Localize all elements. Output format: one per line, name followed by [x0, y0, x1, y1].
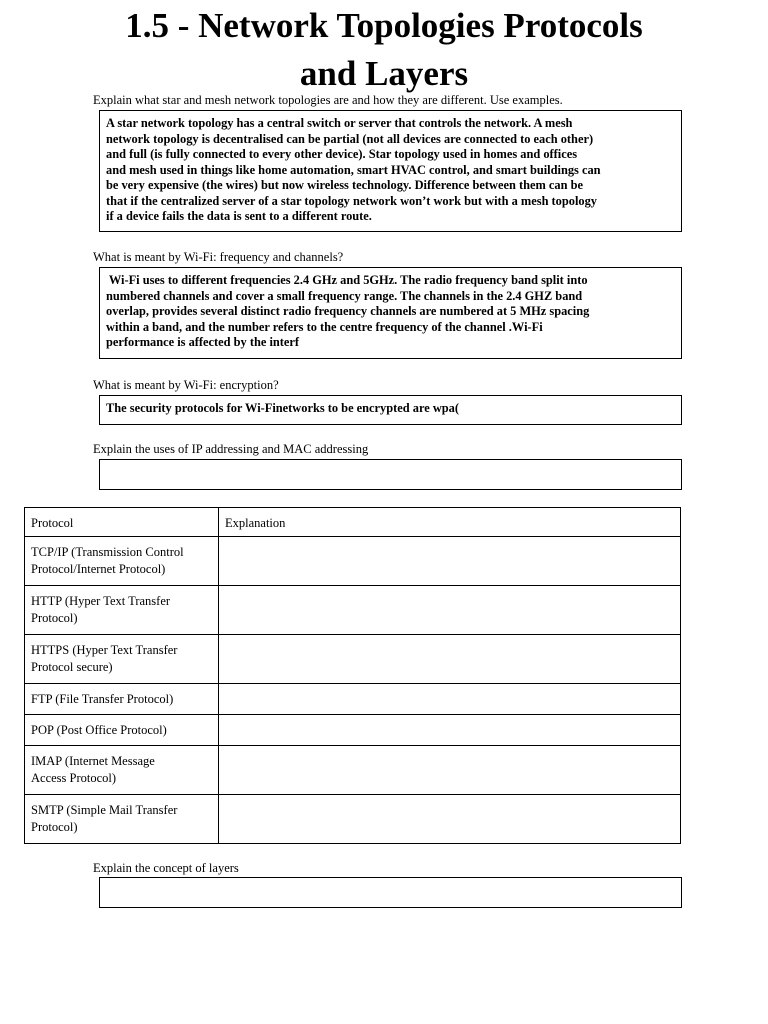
- answer-line: and mesh used in things like home automation, smart HVAC control, and smart buildings can: [106, 162, 601, 177]
- protocol-line: Protocol): [31, 820, 78, 834]
- answer-line: and full (is fully connected to every other device). Star topology used in homes and offices: [106, 147, 578, 161]
- protocol-cell: [25, 795, 219, 844]
- explanation-cell[interactable]: [219, 586, 681, 635]
- answer-line: numbered channels and cover a small frequency range. The channels in the 2.4 GHZ band: [106, 288, 583, 303]
- question-layers: Explain the concept of layers: [93, 861, 239, 875]
- table-row: [25, 746, 681, 795]
- protocol-line: Protocol/Internet Protocol): [31, 562, 166, 576]
- question-star-mesh: Explain what star and mesh network topologies are and how they are different. Use examples.: [93, 93, 563, 107]
- protocol-line: IMAP (Internet Message: [31, 754, 155, 768]
- protocol-line: TCP/IP (Transmission Control: [31, 545, 184, 559]
- protocol-cell: [25, 537, 219, 586]
- explanation-cell[interactable]: [219, 795, 681, 844]
- protocol-cell: [25, 684, 219, 715]
- protocol-cell: [25, 746, 219, 795]
- question-wifi-frequency: What is meant by Wi-Fi: frequency and channels?: [93, 250, 344, 264]
- explanation-cell[interactable]: [219, 635, 681, 684]
- answer-line: that if the centralized server of a star topology network won’t work but with a mesh topology: [106, 193, 597, 208]
- explanation-cell[interactable]: [219, 684, 681, 715]
- protocol-line: HTTPS (Hyper Text Transfer: [31, 643, 178, 657]
- explanation-cell[interactable]: [219, 746, 681, 795]
- table-row: [25, 537, 681, 586]
- answer-box-ip-mac[interactable]: [99, 459, 682, 490]
- title-line-2: and Layers: [299, 54, 469, 93]
- protocol-cell: [25, 586, 219, 635]
- answer-line: Wi-Fi uses to different frequencies 2.4 GHz and 5GHz. The radio frequency band split into: [106, 273, 588, 287]
- answer-line: overlap, provides several distinct radio frequency channels are numbered at 5 MHz spacing: [106, 304, 590, 318]
- page-title: [0, 2, 768, 98]
- header-protocol: Protocol: [25, 508, 219, 537]
- protocol-line: Protocol): [31, 611, 78, 625]
- answer-line: The security protocols for Wi-Finetworks to be encrypted are wpa(: [106, 401, 459, 415]
- table-row: [25, 684, 681, 715]
- answer-line: performance is affected by the interf: [106, 335, 300, 349]
- answer-box-layers[interactable]: [99, 877, 682, 908]
- explanation-cell[interactable]: [219, 537, 681, 586]
- table-row: [25, 795, 681, 844]
- title-line-1: 1.5 - Network Topologies Protocols: [125, 6, 643, 45]
- table-header-row: [25, 508, 681, 537]
- answer-box-star-mesh[interactable]: [99, 110, 682, 232]
- question-wifi-encryption: What is meant by Wi-Fi: encryption?: [93, 378, 279, 392]
- question-ip-mac: Explain the uses of IP addressing and MAC addressing: [93, 442, 369, 456]
- protocol-line: POP (Post Office Protocol): [31, 723, 167, 737]
- answer-line: if a device fails the data is sent to a different route.: [106, 209, 372, 223]
- answer-box-wifi-encryption[interactable]: [99, 395, 682, 425]
- protocol-line: Access Protocol): [31, 771, 117, 785]
- answer-box-wifi-frequency[interactable]: [99, 267, 682, 359]
- protocol-table: [24, 507, 681, 844]
- protocol-cell: [25, 635, 219, 684]
- protocol-line: FTP (File Transfer Protocol): [31, 692, 174, 706]
- answer-line: be very expensive (the wires) but now wireless technology. Difference between them can be: [106, 178, 583, 192]
- protocol-line: HTTP (Hyper Text Transfer: [31, 594, 171, 608]
- explanation-cell[interactable]: [219, 715, 681, 746]
- table-row: [25, 586, 681, 635]
- header-explanation: Explanation: [219, 508, 681, 537]
- table-row: [25, 635, 681, 684]
- protocol-line: Protocol secure): [31, 660, 113, 674]
- answer-line: network topology is decentralised can be partial (not all devices are connected to each other): [106, 131, 594, 146]
- table-row: [25, 715, 681, 746]
- answer-line: within a band, and the number refers to the centre frequency of the channel .Wi-Fi: [106, 319, 543, 334]
- protocol-line: SMTP (Simple Mail Transfer: [31, 803, 178, 817]
- protocol-cell: [25, 715, 219, 746]
- answer-line: A star network topology has a central switch or server that controls the network. A mesh: [106, 116, 573, 130]
